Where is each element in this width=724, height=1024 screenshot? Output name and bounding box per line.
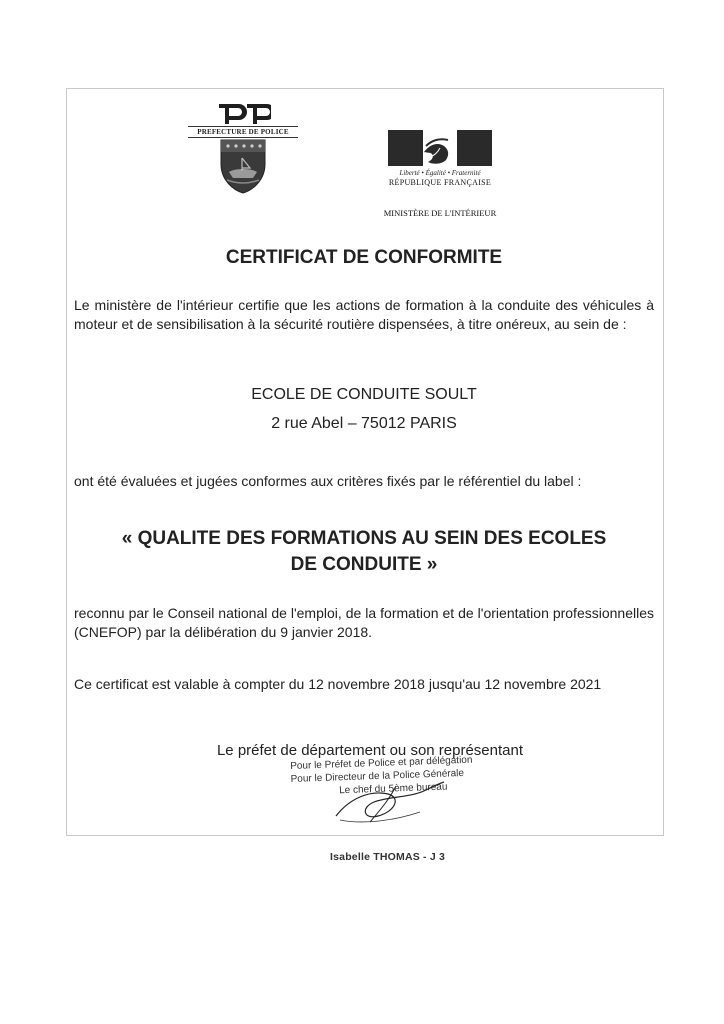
stamp-line-1: Pour le Préfet de Police et par délégation — [290, 754, 473, 772]
republic-name: RÉPUBLIQUE FRANÇAISE — [388, 178, 492, 187]
school-address: 2 rue Abel – 75012 PARIS — [271, 415, 457, 432]
signer-name: Isabelle THOMAS - J 3 — [330, 851, 446, 863]
pp-monogram-icon — [215, 102, 271, 124]
label-title — [66, 526, 662, 578]
document-frame — [66, 88, 664, 836]
marianne-logo — [388, 130, 492, 187]
stamp-line-2: Pour le Directeur de la Police Générale — [290, 767, 465, 785]
certificate-title: CERTIFICAT DE CONFORMITE — [225, 247, 503, 268]
prefet-line: Le préfet de département ou son représentant — [216, 742, 524, 759]
evaluation-paragraph: ont été évaluées et jugées conformes aux critères fixés par le référentiel du label : — [74, 473, 582, 489]
recognition-paragraph: reconnu par le Conseil national de l'emploi, de la formation et de l'orientation professionnelles (CNEFOP) par la délibération du 9 janvier 2018. — [74, 605, 654, 640]
validity-paragraph: Ce certificat est valable à compter du 12 novembre 2018 jusqu'au 12 novembre 2021 — [74, 676, 602, 692]
handwritten-signature — [330, 778, 450, 828]
label-title-line2: DE CONDUITE » — [290, 554, 438, 575]
intro-paragraph: Le ministère de l'intérieur certifie que les actions de formation à la conduite des véhicules à moteur et de sensibilisation à la sécurité routière dispensées, à titre onéreux, au sein de : — [74, 297, 654, 332]
label-title-line1: « QUALITE DES FORMATIONS AU SEIN DES ECOLES — [121, 528, 607, 549]
school-name: ECOLE DE CONDUITE SOULT — [251, 386, 477, 403]
marianne-flag-icon — [388, 130, 492, 166]
stamp-line-3: Le chef du 5ème bureau — [338, 781, 448, 797]
prefecture-logo-text: PREFECTURE DE POLICE — [188, 126, 298, 138]
paris-shield-icon — [219, 138, 267, 194]
republic-motto: Liberté • Égalité • Fraternité — [399, 169, 481, 177]
ministry-name: MINISTÈRE DE L'INTÉRIEUR — [383, 208, 497, 218]
